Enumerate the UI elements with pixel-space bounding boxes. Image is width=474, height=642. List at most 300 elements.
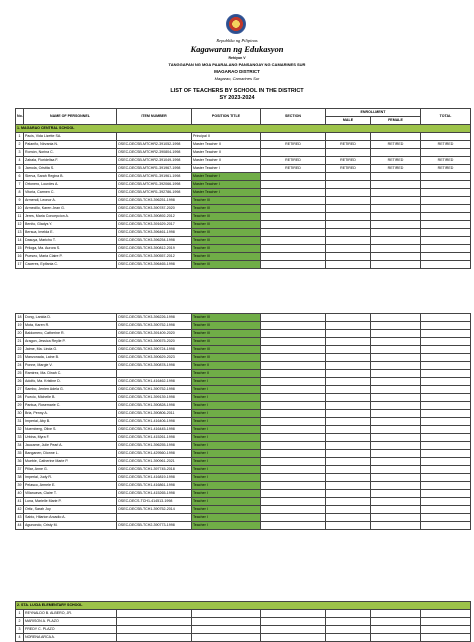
item-number: OSEC-DECSB-TCH3-396251-1998 xyxy=(117,197,192,205)
empty-cell xyxy=(326,338,371,346)
personnel-name: Armecillo, Karen Jean G. xyxy=(24,205,117,213)
item-number: OSEC-DECSB-TCH3-391409-2020 xyxy=(117,330,192,338)
empty-cell xyxy=(371,466,421,474)
municipality-label: Magarao, Camarines Sur xyxy=(214,76,260,81)
item-number: OSEC-DECSB-TCH3-391629-2017 xyxy=(117,221,192,229)
empty-cell xyxy=(261,490,326,498)
empty-cell xyxy=(371,474,421,482)
retired-label: RETIRED xyxy=(421,165,471,173)
empty-cell xyxy=(261,205,326,213)
personnel-name: Sierva, Sarah Regina B. xyxy=(24,173,117,181)
row-number: 22 xyxy=(16,346,24,354)
position-title: Teacher II xyxy=(192,362,261,370)
empty-cell xyxy=(421,466,471,474)
item-number: OSEC-DECSB-TCH1-390828-1998 xyxy=(117,402,192,410)
table-row xyxy=(16,370,471,378)
empty-cell xyxy=(371,426,421,434)
empty-cell xyxy=(421,490,471,498)
empty-cell xyxy=(326,237,371,245)
item-number xyxy=(117,370,192,378)
col-female: FEMALE xyxy=(371,117,421,125)
position-title: Teacher III xyxy=(192,237,261,245)
position-title: Teacher III xyxy=(192,253,261,261)
personnel-name: Ortiz, Sarah Joy xyxy=(24,506,117,514)
position-title: Teacher I xyxy=(192,418,261,426)
empty-cell xyxy=(371,634,421,642)
row-number: 27 xyxy=(16,386,24,394)
row-number: 35 xyxy=(16,450,24,458)
empty-cell xyxy=(326,506,371,514)
empty-cell xyxy=(261,418,326,426)
empty-cell xyxy=(261,434,326,442)
table-row xyxy=(16,173,471,181)
item-number: OSEC-DECSB-TCH3-390892-2012 xyxy=(117,213,192,221)
row-number: 5 xyxy=(16,165,24,173)
empty-cell xyxy=(326,213,371,221)
empty-cell xyxy=(371,338,421,346)
empty-cell xyxy=(421,634,471,642)
item-number: OSEC-DECSB-TCH3-390557-2012 xyxy=(117,253,192,261)
position-title: Teacher III xyxy=(192,322,261,330)
personnel-name: Dasuya, Marichu T. xyxy=(24,237,117,245)
row-number: 39 xyxy=(16,482,24,490)
empty-cell xyxy=(261,522,326,530)
empty-cell xyxy=(326,634,371,642)
empty-cell xyxy=(261,346,326,354)
empty-cell xyxy=(261,261,326,269)
empty-cell xyxy=(326,261,371,269)
empty-cell xyxy=(261,354,326,362)
empty-cell xyxy=(421,522,471,530)
empty-cell xyxy=(326,426,371,434)
empty-cell xyxy=(326,498,371,506)
empty-cell xyxy=(326,490,371,498)
empty-cell xyxy=(326,394,371,402)
empty-cell xyxy=(371,442,421,450)
personnel-name: Palanño, Nirvania N. xyxy=(24,141,117,149)
table-row xyxy=(16,450,471,458)
row-number: 25 xyxy=(16,370,24,378)
table-row xyxy=(16,498,471,506)
item-number: OSEC-DECSB-TCH1-416819-1998 xyxy=(117,474,192,482)
empty-cell xyxy=(326,245,371,253)
position-title: Teacher I xyxy=(192,466,261,474)
table-row xyxy=(16,386,471,394)
table-row xyxy=(16,245,471,253)
row-number: 28 xyxy=(16,394,24,402)
row-number: 31 xyxy=(16,418,24,426)
empty-cell xyxy=(421,197,471,205)
row-number: 19 xyxy=(16,322,24,330)
row-number: 38 xyxy=(16,474,24,482)
empty-cell xyxy=(261,482,326,490)
empty-cell xyxy=(421,133,471,141)
retired-label: RETIRED xyxy=(371,157,421,165)
empty-cell xyxy=(261,245,326,253)
empty-cell xyxy=(261,253,326,261)
row-number: 34 xyxy=(16,442,24,450)
item-number: OSEC-DECSB-TCH3-396254-1998 xyxy=(117,237,192,245)
row-number: 6 xyxy=(16,173,24,181)
position-title: Master Teacher II xyxy=(192,157,261,165)
item-number: OSEC-DECSB-TCH1-416445-1998 xyxy=(117,426,192,434)
empty-cell xyxy=(326,610,371,618)
table-row xyxy=(16,330,471,338)
empty-cell xyxy=(421,618,471,626)
empty-cell xyxy=(421,386,471,394)
personnel-name: Priloga, Ma. Aurora S. xyxy=(24,245,117,253)
empty-cell xyxy=(326,173,371,181)
empty-cell xyxy=(371,221,421,229)
personnel-name: Agunondo, Cristy M. xyxy=(24,522,117,530)
table-row xyxy=(16,410,471,418)
empty-cell xyxy=(371,237,421,245)
empty-cell xyxy=(192,618,261,626)
empty-cell xyxy=(371,197,421,205)
personnel-name: Mueble, Catherine Marie P. xyxy=(24,458,117,466)
empty-cell xyxy=(261,229,326,237)
row-number: 3 xyxy=(16,149,24,157)
empty-cell xyxy=(371,402,421,410)
position-title: Teacher I xyxy=(192,402,261,410)
empty-cell xyxy=(261,189,326,197)
col-name: NAME OF PERSONNEL xyxy=(24,109,117,125)
empty-cell xyxy=(326,346,371,354)
empty-cell xyxy=(326,189,371,197)
table-row xyxy=(16,261,471,269)
personnel-name: NORENA ARCA A. xyxy=(24,634,117,642)
position-title: Teacher III xyxy=(192,354,261,362)
row-number: 8 xyxy=(16,189,24,197)
empty-cell xyxy=(326,514,371,522)
empty-cell xyxy=(421,362,471,370)
empty-cell xyxy=(261,618,326,626)
empty-cell xyxy=(326,314,371,322)
position-title: Teacher I xyxy=(192,498,261,506)
personnel-name: Vitoria, Carmen C. xyxy=(24,189,117,197)
retired-label: RETIRED xyxy=(261,157,326,165)
empty-cell xyxy=(421,253,471,261)
empty-cell xyxy=(326,626,371,634)
empty-cell xyxy=(261,634,326,642)
empty-cell xyxy=(371,482,421,490)
empty-cell xyxy=(421,189,471,197)
item-number: OSEC-DECSB-MTCHR1-391967-1998 xyxy=(117,165,192,173)
item-number: OSEC-DECSB-TCH3-390787-2020 xyxy=(117,205,192,213)
position-title: Teacher III xyxy=(192,346,261,354)
department-title: Kagawaran ng Edukasyon xyxy=(190,44,284,54)
item-number: OSEC-DECSB-MTCHR1-392066-1998 xyxy=(117,181,192,189)
empty-cell xyxy=(326,386,371,394)
personnel-name: Jamola, Cristita S. xyxy=(24,165,117,173)
empty-cell xyxy=(421,346,471,354)
item-number: OSEC-DECSB-MTCHR2-391052-1998 xyxy=(117,141,192,149)
table-row xyxy=(16,506,471,514)
table-row xyxy=(16,133,471,141)
position-title: Teacher III xyxy=(192,229,261,237)
empty-cell xyxy=(326,133,371,141)
empty-cell xyxy=(117,626,192,634)
empty-cell xyxy=(371,418,421,426)
row-number: 24 xyxy=(16,362,24,370)
empty-cell xyxy=(192,610,261,618)
row-number: 2 xyxy=(16,618,24,626)
personnel-name: Zabala, Floridelisa F. xyxy=(24,157,117,165)
empty-cell xyxy=(326,410,371,418)
empty-cell xyxy=(117,618,192,626)
table-row xyxy=(16,354,471,362)
row-number: 1 xyxy=(16,133,24,141)
empty-cell xyxy=(371,610,421,618)
empty-cell xyxy=(326,402,371,410)
table-row xyxy=(16,378,471,386)
school-year: SY 2023-2024 xyxy=(219,95,255,101)
empty-cell xyxy=(261,442,326,450)
position-title: Teacher III xyxy=(192,261,261,269)
row-number: 14 xyxy=(16,237,24,245)
item-number: OSEC-DECSB-TCH3-390629-2023 xyxy=(117,354,192,362)
item-number: OSEC-DECSB-TCH3-390752-1998 xyxy=(117,322,192,330)
row-number: 44 xyxy=(16,522,24,530)
empty-cell xyxy=(421,442,471,450)
item-number: OSEC-DECSB-TCH1-416462-1998 xyxy=(117,378,192,386)
col-item: ITEM NUMBER xyxy=(117,109,192,125)
empty-cell xyxy=(371,506,421,514)
teachers-table-page1 xyxy=(15,108,471,269)
row-number: 10 xyxy=(16,205,24,213)
row-number: 36 xyxy=(16,458,24,466)
row-number: 26 xyxy=(16,378,24,386)
item-number: OSEC-DECSB-TCH1-415265-1998 xyxy=(117,490,192,498)
empty-cell xyxy=(371,205,421,213)
item-number: OSEC-DECSB-TCH3-390812-2019 xyxy=(117,245,192,253)
empty-cell xyxy=(261,610,326,618)
empty-cell xyxy=(326,253,371,261)
item-number: OSEC-DECSB-TCH3-390724-1998 xyxy=(117,346,192,354)
personnel-name: Jaucame, Julie Pearl A. xyxy=(24,442,117,450)
personnel-name: Luna, Marielle Marie P. xyxy=(24,498,117,506)
row-number: 40 xyxy=(16,490,24,498)
empty-cell xyxy=(371,229,421,237)
empty-cell xyxy=(371,173,421,181)
table-row xyxy=(16,362,471,370)
item-number xyxy=(117,514,192,522)
item-number: OSEC-DECS-TCH1-414513-1998 xyxy=(117,498,192,506)
col-enrollment: ENROLLMENT xyxy=(326,109,421,117)
empty-cell xyxy=(371,189,421,197)
empty-cell xyxy=(261,330,326,338)
table-row xyxy=(16,165,471,173)
empty-cell xyxy=(421,261,471,269)
empty-cell xyxy=(261,314,326,322)
empty-cell xyxy=(261,370,326,378)
table-row xyxy=(16,442,471,450)
empty-cell xyxy=(371,181,421,189)
table-row xyxy=(16,197,471,205)
position-title: Teacher II xyxy=(192,370,261,378)
row-number: 20 xyxy=(16,330,24,338)
empty-cell xyxy=(326,330,371,338)
empty-cell xyxy=(371,149,421,157)
item-number: OSEC-DECSB-TCH3-390878-1998 xyxy=(117,362,192,370)
empty-cell xyxy=(421,418,471,426)
table-row xyxy=(16,141,471,149)
row-number: 4 xyxy=(16,157,24,165)
position-title: Teacher III xyxy=(192,197,261,205)
personnel-name: Ortonero, Lourdes A. xyxy=(24,181,117,189)
table-row xyxy=(16,314,471,322)
position-title: Master Teacher I xyxy=(192,189,261,197)
personnel-name: Urbina, Myra F. xyxy=(24,434,117,442)
empty-cell xyxy=(261,474,326,482)
position-title: Teacher I xyxy=(192,378,261,386)
empty-cell xyxy=(261,426,326,434)
table-row xyxy=(16,229,471,237)
item-number: OSEC-DECSB-TCH1-397745-2018 xyxy=(117,466,192,474)
empty-cell xyxy=(261,173,326,181)
empty-cell xyxy=(326,474,371,482)
item-number: OSEC-DECSB-TCH1-390752-1998 xyxy=(117,386,192,394)
empty-cell xyxy=(371,133,421,141)
position-title: Master Teacher I xyxy=(192,165,261,173)
empty-cell xyxy=(371,434,421,442)
office-label: TANGGAPAN NG MGA PAARALANG PANSANGAY NG CAMARINES SUR xyxy=(168,62,306,67)
empty-cell xyxy=(261,322,326,330)
retired-label: RETIRED xyxy=(326,141,371,149)
position-title: Teacher I xyxy=(192,442,261,450)
empty-cell xyxy=(371,514,421,522)
row-number: 12 xyxy=(16,221,24,229)
table-row xyxy=(16,618,471,626)
empty-cell xyxy=(371,261,421,269)
item-number: OSEC-DECSB-TCH1-390752-2014 xyxy=(117,506,192,514)
row-number: 4 xyxy=(16,634,24,642)
empty-cell xyxy=(421,221,471,229)
table-row xyxy=(16,346,471,354)
item-number: OSEC-DECSB-TCH1-390961-2021 xyxy=(117,458,192,466)
position-title: Teacher I xyxy=(192,410,261,418)
school-heading: 1. MAGARAO CENTRAL SCHOOL xyxy=(16,125,471,133)
empty-cell xyxy=(371,370,421,378)
position-title: Teacher III xyxy=(192,330,261,338)
table-row xyxy=(16,213,471,221)
row-number: 32 xyxy=(16,426,24,434)
item-number: OSEC-DECSB-TCH3-396226-1998 xyxy=(117,314,192,322)
empty-cell xyxy=(326,482,371,490)
position-title: Teacher I xyxy=(192,386,261,394)
personnel-name: MARISON A. PLAZO xyxy=(24,618,117,626)
position-title: Teacher III xyxy=(192,205,261,213)
empty-cell xyxy=(326,149,371,157)
position-title: Teacher III xyxy=(192,221,261,229)
document-title: LIST OF TEACHERS BY SCHOOL IN THE DISTRICT xyxy=(170,88,304,94)
empty-cell xyxy=(261,197,326,205)
personnel-name: Adolfo, Ma. Kristine D. xyxy=(24,378,117,386)
empty-cell xyxy=(421,205,471,213)
empty-cell xyxy=(371,394,421,402)
empty-cell xyxy=(326,418,371,426)
table-row xyxy=(16,253,471,261)
personnel-name: Pillar, Anne G. xyxy=(24,466,117,474)
empty-cell xyxy=(421,181,471,189)
table-row xyxy=(16,221,471,229)
empty-cell xyxy=(117,634,192,642)
empty-cell xyxy=(371,498,421,506)
position-title: Master Teacher II xyxy=(192,141,261,149)
empty-cell xyxy=(421,394,471,402)
table-row xyxy=(16,522,471,530)
empty-cell xyxy=(371,386,421,394)
position-title: Master Teacher II xyxy=(192,149,261,157)
empty-cell xyxy=(326,221,371,229)
empty-cell xyxy=(421,314,471,322)
table-row xyxy=(16,434,471,442)
personnel-name: Fuecio, Michelle B. xyxy=(24,394,117,402)
col-section: SECTION xyxy=(261,109,326,125)
item-number: OSEC-DECSB-TCH3-396465-1998 xyxy=(117,261,192,269)
personnel-name: Aragon, Jessica Reylie P. xyxy=(24,338,117,346)
empty-cell xyxy=(261,514,326,522)
empty-cell xyxy=(326,197,371,205)
empty-cell xyxy=(421,626,471,634)
empty-cell xyxy=(371,458,421,466)
position-title: Teacher I xyxy=(192,394,261,402)
personnel-name: Bria, Penny A. xyxy=(24,410,117,418)
empty-cell xyxy=(261,402,326,410)
table-row xyxy=(16,237,471,245)
table-row xyxy=(16,322,471,330)
empty-cell xyxy=(261,338,326,346)
empty-cell xyxy=(421,370,471,378)
item-number: OSEC-DECSB-TCH1-399139-1998 xyxy=(117,394,192,402)
empty-cell xyxy=(261,394,326,402)
table-row xyxy=(16,418,471,426)
table-row xyxy=(16,157,471,165)
position-title: Teacher I xyxy=(192,458,261,466)
personnel-name: Pantua, Rosemarie C. xyxy=(24,402,117,410)
personnel-name: Benito, Gladys Y. xyxy=(24,221,117,229)
empty-cell xyxy=(326,370,371,378)
empty-cell xyxy=(326,378,371,386)
empty-cell xyxy=(326,442,371,450)
position-title: Teacher I xyxy=(192,450,261,458)
position-title: Teacher I xyxy=(192,434,261,442)
row-number: 30 xyxy=(16,410,24,418)
personnel-name: Ramirez, Ma. Dinah C. xyxy=(24,370,117,378)
empty-cell xyxy=(261,466,326,474)
row-number: 13 xyxy=(16,229,24,237)
row-number: 37 xyxy=(16,466,24,474)
table-row xyxy=(16,189,471,197)
row-number: 11 xyxy=(16,213,24,221)
empty-cell xyxy=(261,133,326,141)
personnel-name: Baldomero, Catherine R. xyxy=(24,330,117,338)
table-row xyxy=(16,402,471,410)
empty-cell xyxy=(421,434,471,442)
position-title: Principal II xyxy=(192,133,261,141)
personnel-name: Romón, Norina C. xyxy=(24,149,117,157)
empty-cell xyxy=(371,362,421,370)
retired-label: RETIRED xyxy=(326,165,371,173)
empty-cell xyxy=(117,610,192,618)
position-title: Master Teacher I xyxy=(192,181,261,189)
empty-cell xyxy=(421,213,471,221)
empty-cell xyxy=(371,314,421,322)
item-number: OSEC-DECSB-MTCHR1-391961-1998 xyxy=(117,173,192,181)
empty-cell xyxy=(261,149,326,157)
position-title: Teacher I xyxy=(192,426,261,434)
district-label: MAGARAO DISTRICT xyxy=(214,69,260,74)
